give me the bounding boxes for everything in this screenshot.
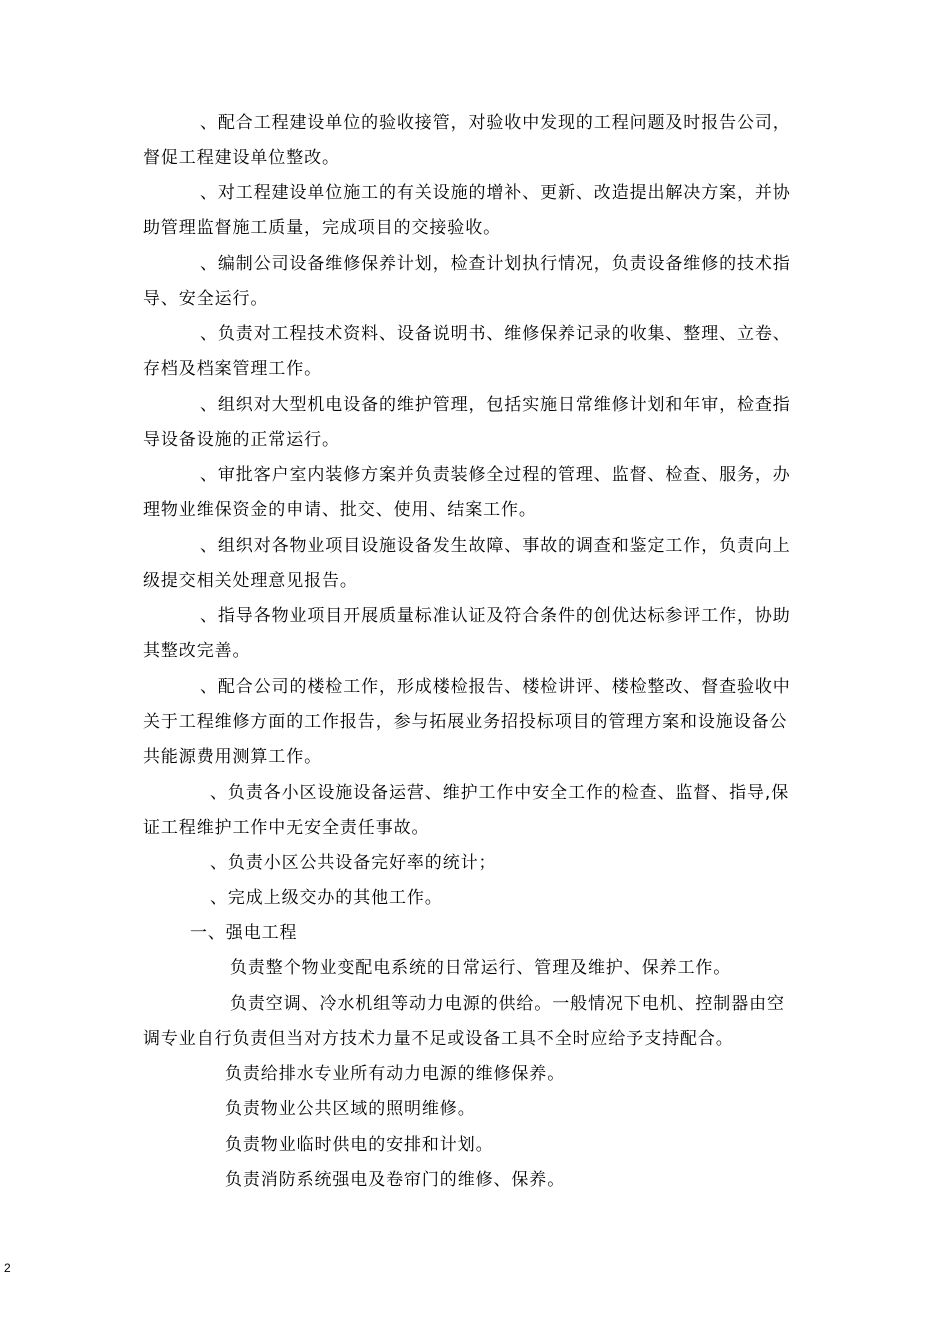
text-line: 导、安全运行。 bbox=[143, 289, 269, 309]
text-line: 、对工程建设单位施工的有关设施的增补、更新、改造提出解决方案，并协 bbox=[200, 183, 791, 203]
text-line: 负责空调、冷水机组等动力电源的供给。一般情况下电机、控制器由空 bbox=[230, 994, 785, 1014]
text-line: 负责给排水专业所有动力电源的维修保养。 bbox=[225, 1064, 566, 1084]
text-line: 负责整个物业变配电系统的日常运行、管理及维护、保养工作。 bbox=[230, 958, 732, 978]
text-line: 存档及档案管理工作。 bbox=[143, 359, 322, 379]
text-line: 证工程维护工作中无安全责任事故。 bbox=[143, 818, 430, 838]
text-line: 、组织对大型机电设备的维护管理，包括实施日常维修计划和年审，检查指 bbox=[200, 395, 791, 415]
text-line: 共能源费用测算工作。 bbox=[143, 747, 322, 767]
text-line: 、配合工程建设单位的验收接管，对验收中发现的工程问题及时报告公司， bbox=[200, 113, 791, 133]
page-number: 2 bbox=[4, 1261, 11, 1275]
text-line: 、审批客户室内装修方案并负责装修全过程的管理、监督、检查、服务，办 bbox=[200, 465, 791, 485]
text-line: 、负责对工程技术资料、设备说明书、维修保养记录的收集、整理、立卷、 bbox=[200, 324, 791, 344]
text-line: 级提交相关处理意见报告。 bbox=[143, 571, 358, 591]
text-line: 、负责小区公共设备完好率的统计； bbox=[210, 853, 497, 873]
text-line: 负责物业临时供电的安排和计划。 bbox=[225, 1135, 494, 1155]
text-line: 、配合公司的楼检工作，形成楼检报告、楼检讲评、楼检整改、督查验收中 bbox=[200, 677, 791, 697]
text-line: 负责消防系统强电及卷帘门的维修、保养。 bbox=[225, 1170, 566, 1190]
text-line: 、指导各物业项目开展质量标准认证及符合条件的创优达标参评工作，协助 bbox=[200, 606, 791, 626]
text-line: 、负责各小区设施设备运营、维护工作中安全工作的检查、监督、指导,保 bbox=[210, 783, 790, 803]
text-line: 其整改完善。 bbox=[143, 641, 251, 661]
text-line: 、编制公司设备维修保养计划，检查计划执行情况，负责设备维修的技术指 bbox=[200, 254, 791, 274]
text-line: 导设备设施的正常运行。 bbox=[143, 430, 340, 450]
text-line: 理物业维保资金的申请、批交、使用、结案工作。 bbox=[143, 500, 537, 520]
text-line: 、组织对各物业项目设施设备发生故障、事故的调查和鉴定工作，负责向上 bbox=[200, 536, 791, 556]
text-line: 负责物业公共区域的照明维修。 bbox=[225, 1099, 476, 1119]
text-line: 、完成上级交办的其他工作。 bbox=[210, 888, 443, 908]
text-line: 助管理监督施工质量，完成项目的交接验收。 bbox=[143, 218, 501, 238]
text-line: 调专业自行负责但当对方技术力量不足或设备工具不全时应给予支持配合。 bbox=[143, 1029, 734, 1049]
text-line: 督促工程建设单位整改。 bbox=[143, 148, 340, 168]
text-line: 关于工程维修方面的工作报告，参与拓展业务招投标项目的管理方案和设施设备公 bbox=[143, 712, 788, 732]
section-heading: 一、强电工程 bbox=[190, 923, 298, 943]
